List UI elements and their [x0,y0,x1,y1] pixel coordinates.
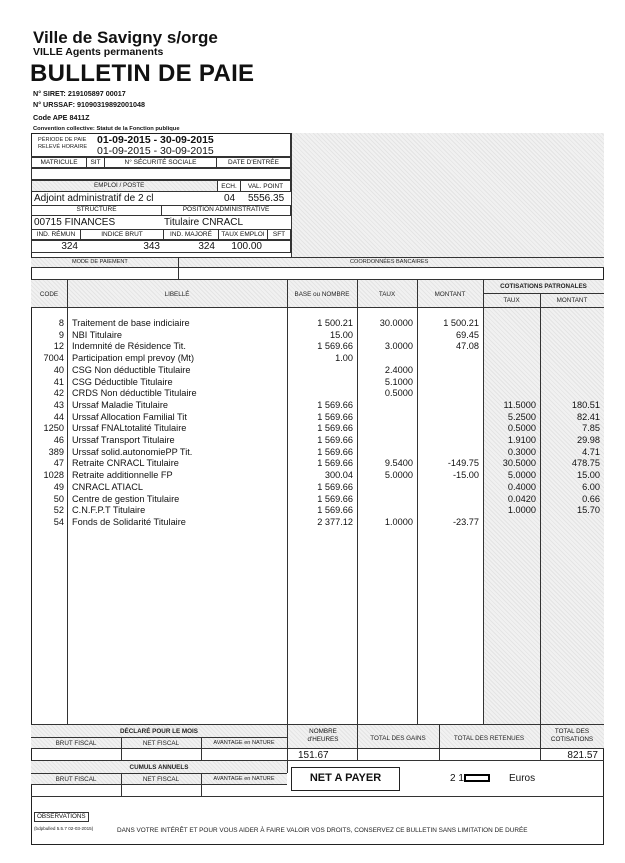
line-amount: -15.00 [452,470,479,481]
line-code: 9 [58,329,64,340]
line-employer-rate [483,388,536,400]
line-employer-amount [540,377,600,389]
hour-period-label: RELEVÉ HORAIRE [38,144,88,150]
line-rate: 0.5000 [384,388,413,399]
line-employer-amount [540,318,600,330]
line-amount [417,494,479,506]
taux-emploi-value: 100.00 [231,241,262,252]
structure-value: 00715 FINANCES [34,217,116,228]
total-cotis-value: 821.57 [567,750,598,761]
line-code: 42 [53,388,64,399]
line-base: 1 569.66 [317,341,353,352]
line-amount [417,482,479,494]
line-rate [357,505,413,517]
line-employer-rate: 1.9100 [507,435,536,445]
line-employer-rate [483,330,536,342]
line-rate: 30.0000 [379,318,413,328]
bank-details-label: COORDONNÉES BANCAIRES [350,259,429,265]
line-employer-amount: 6.00 [582,481,600,492]
line-base: 1 569.66 [317,493,353,504]
line-label: CSG Déductible Titulaire [72,376,173,387]
line-code: 1250 [43,423,64,434]
line-base [287,388,353,400]
cumuls-label: CUMULS ANNUELS [129,764,189,771]
total-cotis-label: TOTAL DES COTISATIONS [550,728,594,743]
payment-mode-label: MODE DE PAIEMENT [72,259,128,265]
payment-values [31,268,604,280]
sit-label: SIT [86,157,105,168]
matricule-label: MATRICULE [31,157,87,168]
line-employer-rate: 0.4000 [507,481,536,492]
line-label: CRDS Non déductible Titulaire [72,388,197,399]
line-employer-amount: 180.51 [571,399,600,410]
line-amount [417,400,479,412]
sft-label: SFT [267,229,291,240]
line-employer-amount [540,353,600,365]
emploi-value: Adjoint administratif de 2 cl [34,193,154,204]
total-retenues-label: TOTAL DES RETENUES [453,735,525,742]
line-base [287,377,353,389]
line-label: Retraite additionnelle FP [72,470,173,481]
line-employer-rate: 1.0000 [507,505,536,516]
line-employer-amount [540,517,600,529]
line-employer-rate: 0.5000 [507,423,536,434]
code-header: CODE [39,291,59,298]
secu-label: N° SÉCURITÉ SOCIALE [104,157,217,168]
line-label: Fonds de Solidarité Titulaire [72,516,186,527]
line-amount [417,423,479,435]
line-label: Urssaf Allocation Familial Tit [72,411,187,422]
line-label: Urssaf FNALtotalité Titulaire [72,423,187,434]
line-label: Centre de gestion Titulaire [72,493,180,504]
line-employer-amount [540,388,600,400]
line-amount: 47.08 [456,341,479,352]
line-employer-amount [540,365,600,377]
line-employer-amount: 82.41 [577,411,600,422]
line-amount [417,505,479,517]
line-base: 15.00 [330,329,353,340]
line-rate: 1.0000 [384,516,413,527]
ind-majore-label: IND. MAJORÉ [163,229,219,240]
line-amount: 1 500.21 [443,318,479,328]
line-label: Urssaf solid.autonomiePP Tit. [72,446,193,457]
indice-brut-label: INDICE BRUT [80,229,164,240]
line-rate [357,435,413,447]
line-amount [417,377,479,389]
edition-code: (bdpbulled 5.5.7 02-03-2015) [34,826,94,831]
line-code: 389 [48,446,64,457]
employer-rate-header: TAUX [503,297,520,304]
line-label: Urssaf Maladie Titulaire [72,399,168,410]
line-label: Traitement de base indiciaire [72,318,190,328]
line-code: 46 [53,435,64,445]
line-label: Participation empl prevoy (Mt) [72,353,195,364]
currency-label: Euros [509,773,536,784]
taux-emploi-label: TAUX EMPLOI [218,229,268,240]
line-label: CSG Non déductible Titulaire [72,364,191,375]
line-code: 54 [53,516,64,527]
line-employer-rate [483,353,536,365]
position-value: Titulaire CNRACL [164,217,244,228]
line-amount [417,412,479,424]
line-label: CNRACL ATIACL [72,481,143,492]
line-rate [357,423,413,435]
line-label: Retraite CNRACL Titulaire [72,458,179,469]
line-employer-rate [483,318,536,330]
employer-amount-header: MONTANT [556,297,588,304]
line-employer-rate: 5.2500 [507,411,536,422]
line-rate [357,330,413,342]
line-code: 49 [53,481,64,492]
line-code: 7004 [43,353,64,364]
line-base: 1 569.66 [317,505,353,516]
header-shaded-area [291,133,604,257]
observations-label: OBSERVATIONS [34,812,89,822]
valpoint-label: VAL. POINT [240,180,291,192]
cumul-net-label: NET FISCAL [142,776,180,783]
line-code: 52 [53,505,64,516]
ind-remun-label: IND. RÉMUN [31,229,81,240]
line-rate: 9.5400 [384,458,413,469]
line-code: 12 [53,341,64,352]
line-label: Indemnité de Résidence Tit. [72,341,186,352]
ech-label: ECH. [217,180,241,192]
line-label: C.N.F.P.T Titulaire [72,505,146,516]
line-code: 43 [53,399,64,410]
line-employer-amount: 15.70 [577,505,600,516]
valpoint-value: 5556.35 [248,193,285,204]
line-rate: 5.0000 [384,470,413,481]
net-pay-value: 2 1 [450,773,464,784]
hour-period: 01-09-2015 - 30-09-2015 [97,145,214,157]
siret-number: N° SIRET: 219105897 00017 [33,89,126,98]
brut-fiscal-label: BRUT FISCAL [55,740,97,747]
emploi-label: EMPLOI / POSTE [94,182,145,189]
line-label: NBI Titulaire [72,329,123,340]
line-code: 41 [53,376,64,387]
line-rate: 2.4000 [384,364,413,375]
line-amount [417,447,479,459]
structure-label: STRUCTURE [31,205,162,216]
ind-majore-value: 324 [198,241,215,252]
taux-header: TAUX [378,291,396,298]
line-base: 300.04 [324,470,353,481]
line-base: 1 569.66 [317,423,353,434]
line-amount: -23.77 [452,516,479,527]
cumul-brut-label: BRUT FISCAL [55,776,97,783]
base-header: BASE ou NOMBRE [294,291,350,298]
line-rate [357,482,413,494]
line-base: 1 569.66 [317,399,353,410]
line-rate [357,447,413,459]
ech-value: 04 [224,193,236,204]
collective-agreement: Convention collective: Statut de la Fonction publique [33,126,180,132]
line-employer-amount [540,341,600,353]
line-amount [417,365,479,377]
ape-code: Code APE 8411Z [33,113,90,122]
ind-remun-value: 324 [61,241,78,252]
line-employer-amount: 4.71 [582,446,600,457]
line-employer-amount: 478.75 [571,458,600,469]
line-employer-rate [483,517,536,529]
line-employer-amount: 29.98 [577,435,600,445]
employer-contrib-header: COTISATIONS PATRONALES [500,283,587,290]
entry-date-label: DATE D'ENTRÉE [216,157,291,168]
line-rate [357,400,413,412]
line-employer-rate: 11.5000 [503,399,536,410]
line-base: 1 569.66 [317,411,353,422]
line-code: 40 [53,364,64,375]
line-employer-amount [540,330,600,342]
line-base: 1 569.66 [317,435,353,445]
line-employer-rate [483,365,536,377]
line-code: 8 [58,318,64,328]
cumuls-values [31,785,287,797]
line-rate: 3.0000 [384,341,413,352]
line-employer-rate: 0.0420 [507,493,536,504]
line-rate [357,494,413,506]
ids-values [31,168,291,180]
line-base: 1 569.66 [317,446,353,457]
hours-label: NOMBRE d'HEURES [307,728,339,743]
libelle-header: LIBELLÉ [164,291,190,298]
hours-value: 151.67 [298,750,329,761]
line-amount: 69.45 [456,329,479,340]
cumul-avantage-label: AVANTAGE en NATURE [213,776,275,782]
document-title: BULLETIN DE PAIE [30,60,255,87]
line-rate: 5.1000 [384,376,413,387]
line-code: 47 [53,458,64,469]
net-fiscal-label: NET FISCAL [142,740,180,747]
line-employer-rate: 5.0000 [507,470,536,481]
pay-period: 01-09-2015 - 30-09-2015 [97,134,214,146]
line-employer-amount: 7.85 [582,423,600,434]
declared-month-header: DÉCLARÉ POUR LE MOIS [119,728,199,735]
employer-name: Ville de Savigny s/orge [33,28,218,47]
line-employer-rate: 30.5000 [502,458,536,469]
montant-header: MONTANT [434,291,466,298]
line-amount: -149.75 [447,458,479,469]
indice-brut-value: 343 [143,241,160,252]
urssaf-number: N° URSSAF: 910903198920010​48 [33,100,145,109]
line-base: 1 569.66 [317,481,353,492]
line-amount [417,435,479,447]
line-base: 1 569.66 [317,458,353,469]
employee-category: VILLE Agents permanents [33,46,164,58]
line-base: 2 377.12 [317,516,353,527]
line-employer-rate [483,377,536,389]
total-gains-label: TOTAL DES GAINS [370,735,426,742]
avantage-label: AVANTAGE en NATURE [213,740,275,746]
line-rate [357,353,413,365]
redacted-amount-box [464,774,490,782]
net-pay-label: NET A PAYER [309,772,382,784]
line-base: 1.00 [335,353,353,364]
line-rate [357,412,413,424]
line-employer-rate: 0.3000 [507,446,536,457]
line-code: 1028 [43,470,64,481]
line-code: 50 [53,493,64,504]
line-employer-rate [483,341,536,353]
line-label: Urssaf Transport Titulaire [72,435,175,445]
line-amount [417,388,479,400]
line-base [287,365,353,377]
position-label: POSITION ADMINISTRATIVE [161,205,291,216]
line-code: 44 [53,411,64,422]
pay-period-label: PÉRIODE DE PAIE [38,137,87,143]
line-employer-amount: 15.00 [577,470,600,481]
line-employer-amount: 0.66 [582,493,600,504]
line-base: 1 500.21 [317,318,353,328]
line-amount [417,353,479,365]
retention-notice: DANS VOTRE INTÉRÊT ET POUR VOUS AIDER À FAIRE VALOIR VOS DROITS, CONSERVEZ CE BULLETIN SANS LIMITATION DE DURÉE [117,827,528,834]
